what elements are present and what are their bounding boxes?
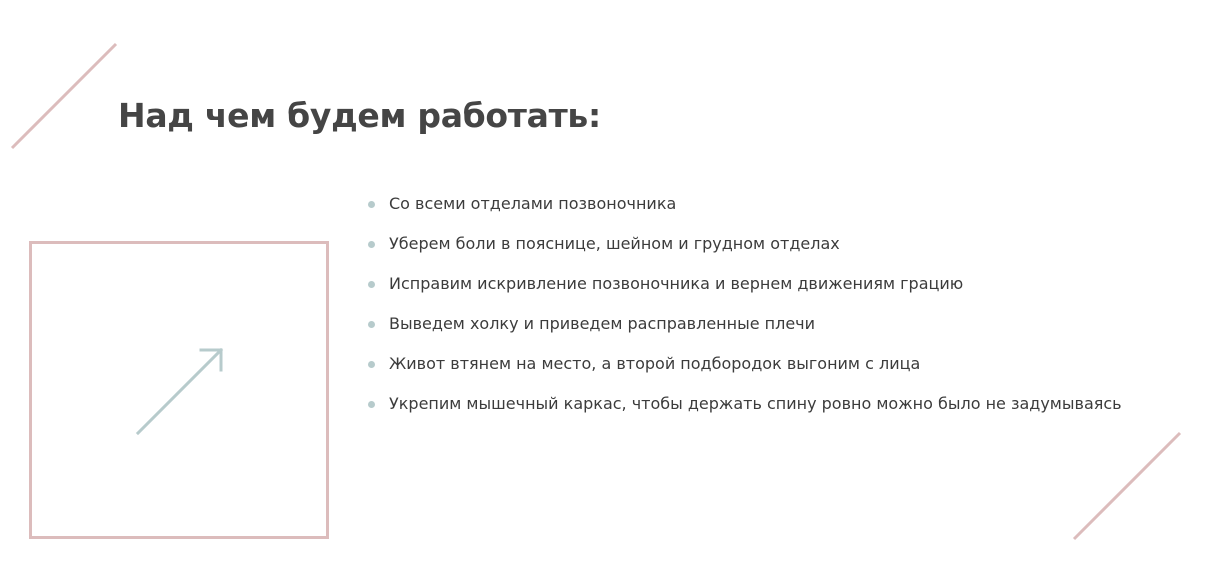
page-title: Над чем будем работать: (118, 96, 601, 135)
list-item (362, 192, 1182, 232)
list-item-text: Живот втянем на место, а второй подбородок выгоним с лица (389, 354, 921, 373)
list-item-text: Исправим искривление позвоночника и вернем движениям грацию (389, 274, 964, 293)
decorative-line-bottom-right (1074, 433, 1180, 539)
list-item-text: Со всеми отделами позвоночника (389, 194, 677, 213)
dot-icon (368, 241, 375, 248)
list-item (362, 272, 1182, 312)
list-item-text: Выведем холку и приведем расправленные плечи (389, 314, 816, 333)
decorative-line-top-left (12, 44, 116, 148)
list-item (362, 232, 1182, 272)
list-item-text: Уберем боли в пояснице, шейном и грудном отделах (389, 234, 840, 253)
list-item (362, 352, 1182, 392)
benefits-list (362, 192, 1182, 432)
dot-icon (368, 281, 375, 288)
dot-icon (368, 361, 375, 368)
dot-icon (368, 321, 375, 328)
arrow-up-right-icon (32, 244, 326, 536)
image-frame (29, 241, 329, 539)
dot-icon (368, 201, 375, 208)
dot-icon (368, 401, 375, 408)
list-item (362, 312, 1182, 352)
list-item (362, 392, 1182, 432)
list-item-text: Укрепим мышечный каркас, чтобы держать спину ровно можно было не задумываясь (389, 394, 1122, 413)
